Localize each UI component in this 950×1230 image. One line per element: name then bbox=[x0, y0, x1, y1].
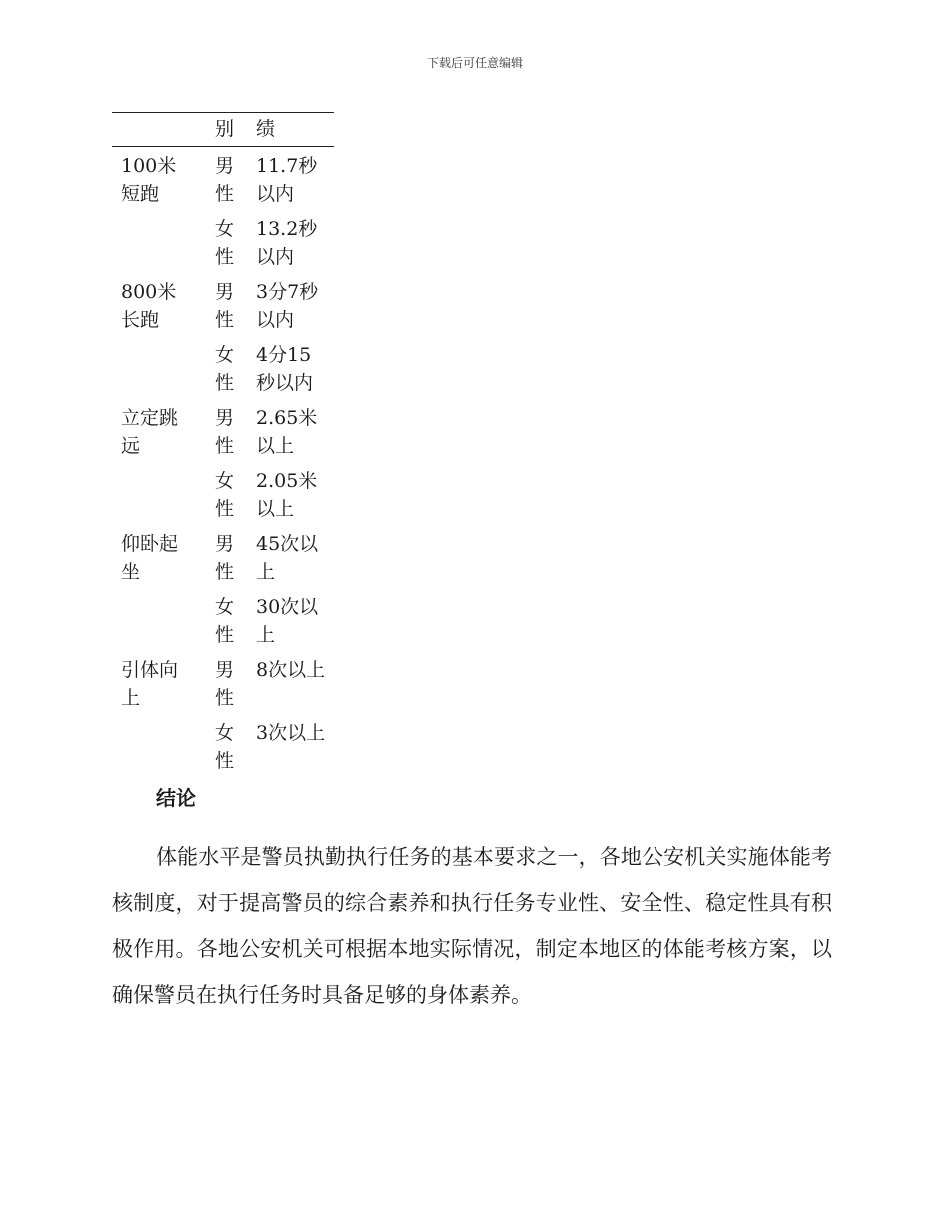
row-score: 2.05米以上 bbox=[256, 470, 318, 520]
table-row bbox=[112, 462, 334, 525]
row-gender: 男性 bbox=[215, 407, 235, 457]
table-header-row bbox=[112, 113, 334, 147]
row-score: 30次以上 bbox=[256, 596, 319, 646]
row-item: 引体向上 bbox=[121, 659, 179, 709]
table-row bbox=[112, 525, 334, 588]
row-item: 800米长跑 bbox=[121, 281, 177, 331]
conclusion-paragraph: 体能水平是警员执勤执行任务的基本要求之一，各地公安机关实施体能考核制度，对于提高警员的综合素养和执行任务专业性、安全性、稳定性具有积极作用。各地公安机关可根据本地实际情况，制定本地区的体能考核方案，以确保警员在执行任务时具备足够的身体素养。 bbox=[112, 845, 832, 1007]
row-item: 立定跳远 bbox=[121, 407, 179, 457]
row-score: 45次以上 bbox=[256, 533, 319, 583]
row-gender: 女性 bbox=[215, 344, 235, 394]
row-gender: 男性 bbox=[215, 155, 235, 205]
row-gender: 女性 bbox=[215, 470, 235, 520]
row-item: 仰卧起坐 bbox=[121, 533, 179, 583]
page-header: 下载后可任意编辑 bbox=[426, 56, 523, 70]
table-row bbox=[112, 588, 334, 651]
conclusion-title: 结论 bbox=[156, 786, 196, 810]
row-gender: 女性 bbox=[215, 218, 235, 268]
row-gender: 女性 bbox=[215, 596, 235, 646]
row-score: 11.7秒以内 bbox=[256, 155, 318, 205]
header-item bbox=[112, 113, 215, 147]
fitness-standards-table bbox=[112, 112, 334, 777]
row-gender: 男性 bbox=[215, 533, 235, 583]
header-score: 绩 bbox=[256, 118, 276, 140]
table-row bbox=[112, 210, 334, 273]
table-row bbox=[112, 273, 334, 336]
table-row bbox=[112, 147, 334, 211]
table-row bbox=[112, 714, 334, 777]
table-row bbox=[112, 651, 334, 714]
row-score: 8次以上 bbox=[256, 659, 326, 681]
table-row bbox=[112, 336, 334, 399]
row-score: 3分7秒以内 bbox=[256, 281, 319, 331]
row-score: 4分15秒以内 bbox=[256, 344, 314, 394]
header-gender: 别 bbox=[215, 118, 235, 140]
row-score: 3次以上 bbox=[256, 722, 326, 744]
row-score: 2.65米以上 bbox=[256, 407, 318, 457]
row-item: 100米短跑 bbox=[121, 155, 177, 205]
row-gender: 男性 bbox=[215, 281, 235, 331]
row-gender: 女性 bbox=[215, 722, 235, 772]
row-score: 13.2秒以内 bbox=[256, 218, 318, 268]
row-gender: 男性 bbox=[215, 659, 235, 709]
table-row bbox=[112, 399, 334, 462]
